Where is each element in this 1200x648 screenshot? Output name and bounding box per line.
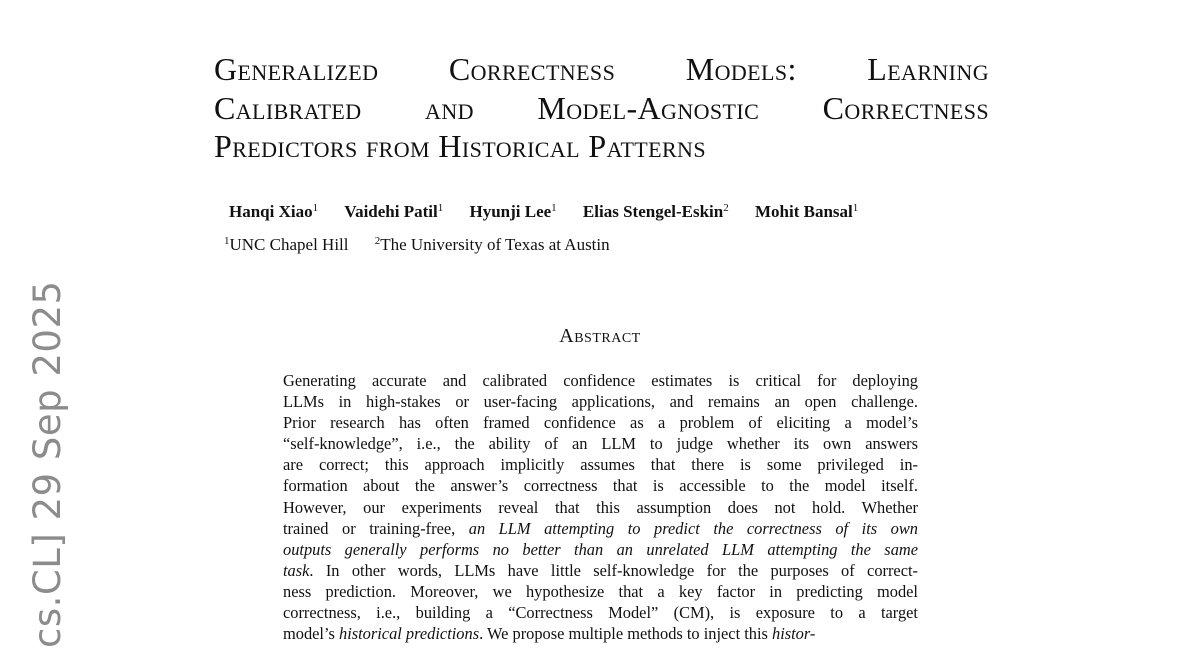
author-name: Hyunji Lee: [469, 202, 552, 221]
abstract-heading: Abstract: [559, 325, 641, 347]
abstract-text: trained or training-free,: [283, 518, 469, 538]
abstract-text: Generating accurate and calibrated confidence estimates is critical for deploying: [283, 371, 918, 390]
abstract-text: are correct; this approach implicitly assumes that there is some privileged in-: [283, 455, 918, 475]
abstract-emphasis-text: historical predictions: [339, 624, 480, 644]
title-line: Generalized Correctness Models: Learning: [214, 51, 989, 87]
affiliation: [375, 235, 610, 254]
affiliation-mark: 1: [224, 235, 230, 247]
abstract-line: [283, 518, 918, 539]
abstract-line: [283, 391, 918, 412]
abstract-line: [283, 581, 918, 602]
author: [469, 202, 556, 221]
affiliation-list: [224, 233, 610, 257]
author-list: [229, 200, 858, 224]
abstract-text: correctness, i.e., building a “Correctness Model” (CM), is exposure to a target: [283, 603, 918, 623]
abstract-text: model’s: [283, 624, 339, 644]
author: [583, 202, 729, 221]
abstract-text: ness prediction. Moreover, we hypothesize that a key factor in predicting model: [283, 581, 918, 601]
abstract-body: [283, 370, 918, 644]
abstract-line: [283, 454, 918, 475]
abstract-line: [283, 602, 918, 623]
arxiv-identifier-stamp: cs.CL] 29 Sep 2025: [26, 280, 69, 648]
affiliation: [224, 235, 349, 254]
abstract-emphasis-text: outputs generally performs no better than an unrelated LLM attempting the same: [283, 539, 918, 559]
author: [344, 202, 443, 221]
abstract-text: . We propose multiple methods to inject this: [479, 624, 772, 644]
abstract-line: [283, 539, 918, 560]
author-name: Hanqi Xiao: [229, 202, 313, 221]
author: [755, 202, 858, 221]
abstract-line: [283, 623, 918, 644]
author: [229, 202, 318, 221]
abstract-text: Prior research has often framed confidence as a problem of eliciting a model’s: [283, 413, 918, 433]
abstract-text: . In other words, LLMs have little self-knowledge for the purposes of correct-: [309, 560, 918, 580]
abstract-line: [283, 560, 918, 581]
abstract-line: [283, 475, 918, 496]
author-name: Mohit Bansal: [754, 202, 853, 221]
abstract-text: LLMs in high-stakes or user-facing applications, and remains an open challenge.: [283, 392, 918, 412]
author-name: Vaidehi Patil: [344, 202, 438, 221]
paper-title: [214, 50, 989, 166]
abstract-emphasis-text: an LLM attempting to predict the correctness of its own: [468, 518, 918, 538]
affiliation-name: The University of Texas at Austin: [380, 235, 610, 254]
abstract-emphasis-text: task: [283, 560, 310, 580]
abstract-line: [283, 370, 918, 391]
abstract-line: [283, 433, 918, 454]
title-line: Predictors from Historical Patterns: [214, 128, 706, 164]
author-affiliation-mark: 2: [723, 202, 729, 214]
author-name: Elias Stengel-Eskin: [582, 202, 724, 221]
abstract-text: “self-knowledge”, i.e., the ability of an LLM to judge whether its own answers: [283, 434, 918, 454]
author-affiliation-mark: 1: [852, 202, 859, 214]
author-affiliation-mark: 1: [312, 202, 319, 214]
abstract-line: [283, 497, 918, 518]
author-affiliation-mark: 1: [551, 202, 557, 214]
affiliation-mark: 2: [374, 235, 381, 247]
abstract-text: However, our experiments reveal that this assumption does not hold. Whether: [283, 497, 918, 517]
affiliation-name: UNC Chapel Hill: [229, 235, 349, 254]
title-line: Calibrated and Model-Agnostic Correctness: [214, 89, 989, 126]
author-affiliation-mark: 1: [437, 202, 444, 214]
abstract-emphasis-text: histor-: [772, 624, 816, 644]
abstract-text: formation about the answer’s correctness that is accessible to the model itself.: [283, 476, 918, 496]
abstract-line: [283, 412, 918, 433]
